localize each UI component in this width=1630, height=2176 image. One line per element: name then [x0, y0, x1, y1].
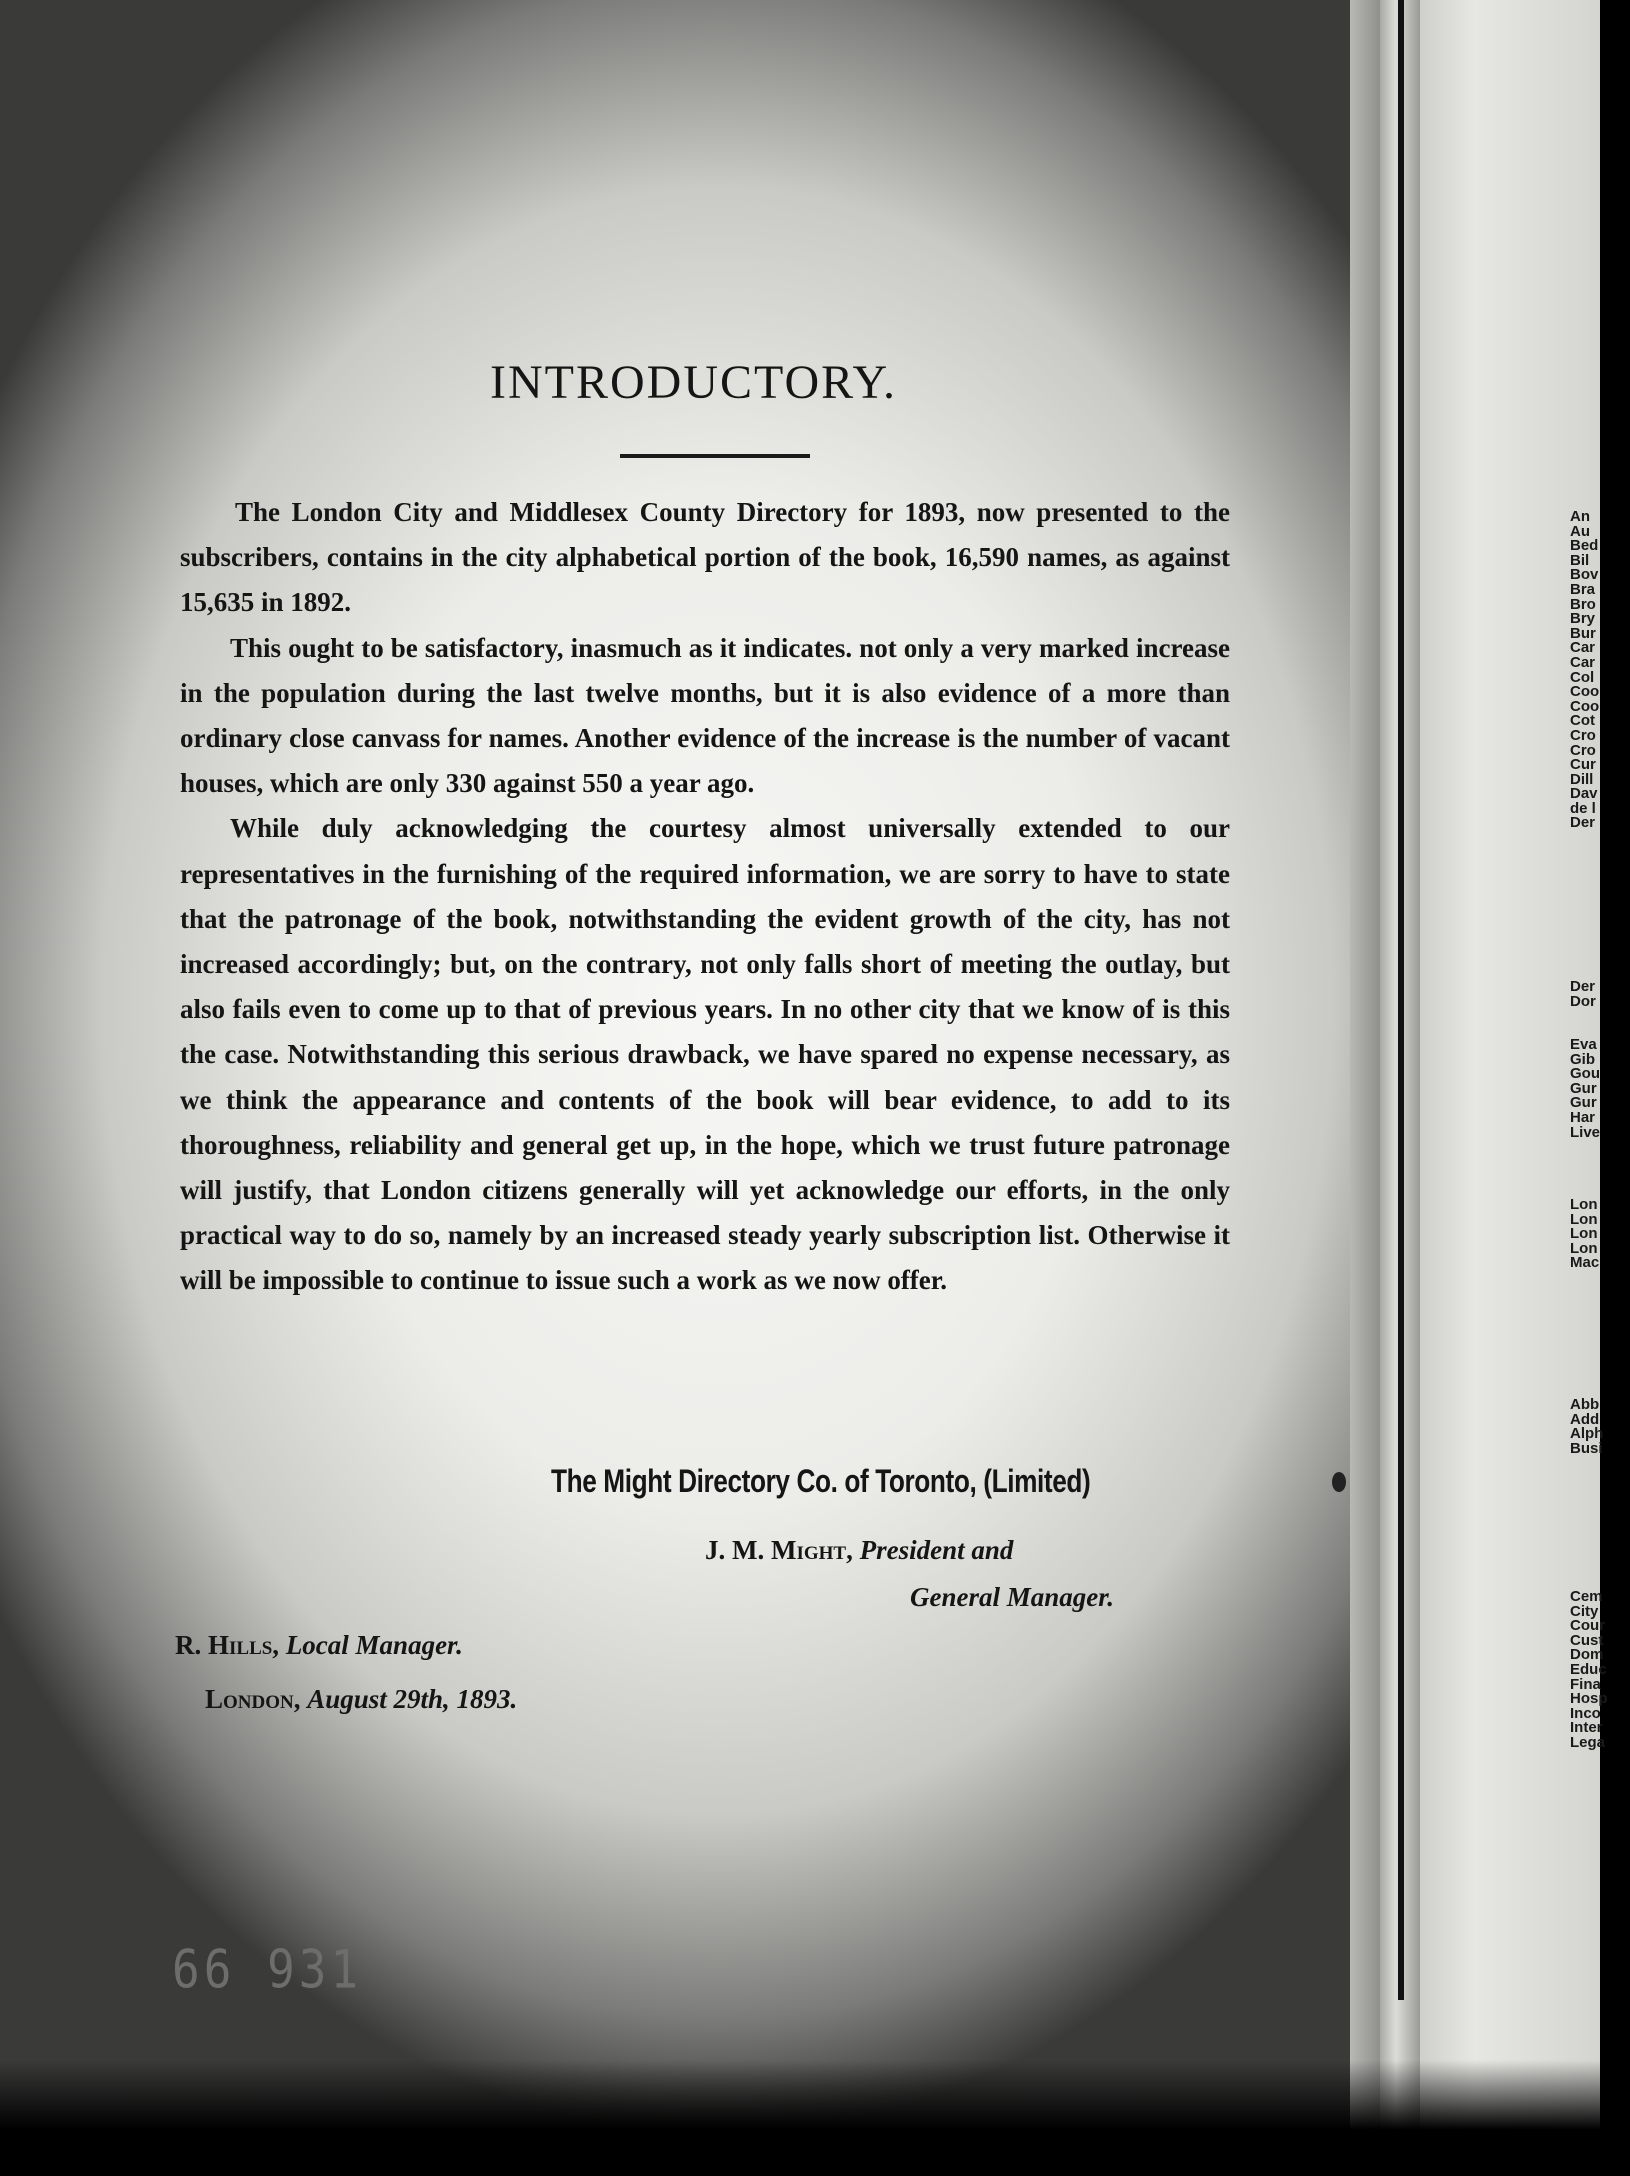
- adjacent-index-group-6: [1570, 1590, 1630, 1751]
- local-manager-name: R. Hills,: [175, 1630, 280, 1660]
- date: August 29th, 1893.: [307, 1684, 518, 1714]
- adjacent-index-entry: Lega: [1570, 1733, 1606, 1751]
- adjacent-index-entry: Eva: [1570, 1036, 1597, 1053]
- adjacent-index-entry: Inter: [1570, 1719, 1603, 1737]
- page-edge: [1350, 0, 1380, 2176]
- adjacent-index-entry: Add: [1570, 1410, 1600, 1428]
- adjacent-index-entry: Lon: [1570, 1196, 1598, 1213]
- paragraph-3: While duly acknowledging the courtesy almost universally extended to our representatives in the furnishing of the required information, we are sorry to have to state that the patronage of the book, notwithstanding the evident growth of the city, has not increased accordingly; but, on the contrary, not only falls short of meeting the outlay, but also fails even to come up to that of previous years. In no other city that we know of is this the case. Notwithstanding this serious drawback, we have spared no expense necessary, as we think the appearance and contents of the book will bear evidence, to add to its thoroughness, reliability and general get up, in the hope, which we trust future patronage will justify, that London citizens generally will yet acknowledge our efforts, in the only practical way to do so, namely by an increased steady yearly subscription list. Otherwise it will be impossible to continue to issue such a work as we now offer.: [180, 813, 1230, 1296]
- adjacent-index-entry: Bra: [1570, 580, 1596, 598]
- adjacent-index-entry: Bil: [1570, 551, 1590, 569]
- spine-binding-line: [1398, 0, 1404, 2000]
- signatory-name: J. M. Might,: [705, 1535, 853, 1565]
- adjacent-index-entry: Der: [1570, 814, 1596, 832]
- adjacent-index-entry: Coo: [1570, 697, 1600, 715]
- adjacent-index-entry: City: [1570, 1602, 1599, 1620]
- adjacent-index-entry: Cro: [1570, 726, 1596, 744]
- adjacent-index-entry: de l: [1570, 799, 1596, 817]
- page-title: INTRODUCTORY.: [490, 356, 897, 409]
- adjacent-index-entry: Coo: [1570, 683, 1600, 701]
- company-signature: The Might Directory Co. of Toronto, (Limited): [551, 1463, 1091, 1499]
- adjacent-index-entry: Abb: [1570, 1396, 1600, 1413]
- adjacent-index-entry: Bed: [1570, 537, 1599, 555]
- signatory-line: [705, 1535, 1013, 1566]
- adjacent-index-group-2: [1570, 980, 1630, 1009]
- adjacent-index-entry: Mac: [1570, 1254, 1600, 1272]
- adjacent-index-entry: Bro: [1570, 595, 1596, 613]
- adjacent-index-entry: Lon: [1570, 1239, 1598, 1257]
- adjacent-index-entry: Gib: [1570, 1050, 1595, 1068]
- adjacent-index-entry: Cur: [1570, 756, 1596, 774]
- adjacent-index-entry: Der: [1570, 978, 1596, 995]
- adjacent-index-entry: Cust: [1570, 1631, 1604, 1649]
- adjacent-index-entry: Live: [1570, 1123, 1601, 1141]
- adjacent-index-entry: Cem: [1570, 1588, 1603, 1605]
- adjacent-index-entry: Cro: [1570, 741, 1596, 759]
- adjacent-index-entry: Bov: [1570, 566, 1599, 584]
- adjacent-index-entry: Gou: [1570, 1065, 1600, 1083]
- adjacent-index-entry: Car: [1570, 639, 1596, 657]
- adjacent-index-group-4: [1570, 1198, 1630, 1271]
- body-text: [180, 490, 1230, 1304]
- adjacent-index-entry: Hosp: [1570, 1690, 1608, 1708]
- adjacent-index-entry: An: [1570, 508, 1590, 525]
- place-date-line: [205, 1684, 517, 1715]
- adjacent-page: [1420, 0, 1608, 2176]
- adjacent-index-entry: Dom: [1570, 1646, 1604, 1664]
- adjacent-index-entry: Col: [1570, 668, 1595, 686]
- local-manager-line: [175, 1630, 463, 1661]
- place: London,: [205, 1684, 301, 1714]
- catalog-stamp-number: 66 931: [172, 1938, 363, 2001]
- local-manager-title: Local Manager.: [285, 1630, 463, 1660]
- adjacent-index-entry: Dill: [1570, 770, 1594, 788]
- adjacent-index-entry: Inco: [1570, 1704, 1601, 1722]
- signatory-role-2: General Manager.: [910, 1582, 1115, 1612]
- adjacent-index-entry: Gur: [1570, 1094, 1597, 1112]
- adjacent-index-entry: Har: [1570, 1108, 1596, 1126]
- adjacent-index-entry: Busi: [1570, 1439, 1603, 1457]
- adjacent-index-entry: Gur: [1570, 1079, 1597, 1097]
- adjacent-index-entry: Educ: [1570, 1660, 1607, 1678]
- adjacent-index-entry: Lon: [1570, 1225, 1598, 1243]
- ink-blot: [1332, 1472, 1346, 1492]
- adjacent-index-entry: Cot: [1570, 712, 1595, 730]
- paragraph-1: The London City and Middlesex County Directory for 1893, now presented to the subscribers, contains in the city alphabetical portion of the book, 16,590 names, as against 15,635 in 1892.: [180, 497, 1230, 618]
- adjacent-index-entry: Fina: [1570, 1675, 1601, 1693]
- adjacent-index-group-5: [1570, 1398, 1630, 1456]
- adjacent-index-entry: Bry: [1570, 610, 1596, 628]
- adjacent-index-entry: Cour: [1570, 1617, 1605, 1635]
- adjacent-index-entry: Bur: [1570, 624, 1596, 642]
- adjacent-index-group-3: [1570, 1038, 1630, 1140]
- bottom-shadow: [0, 2060, 1600, 2176]
- adjacent-index-entry: Car: [1570, 653, 1596, 671]
- adjacent-index-entry: Dor: [1570, 992, 1596, 1010]
- paragraph-2: This ought to be satisfactory, inasmuch as it indicates. not only a very marked increase in the population during the last twelve months, but it is also evidence of a more than ordinary close canvass for names. Another evidence of the increase is the number of vacant houses, which are only 330 against 550 a year ago.: [180, 632, 1230, 799]
- adjacent-index-group-1: [1570, 510, 1630, 831]
- adjacent-index-entry: Alph: [1570, 1425, 1604, 1443]
- title-rule: [620, 454, 810, 458]
- adjacent-index-entry: Dav: [1570, 785, 1598, 803]
- adjacent-index-entry: Au: [1570, 522, 1590, 540]
- adjacent-index-entry: Lon: [1570, 1210, 1598, 1228]
- signatory-role-1: President and: [859, 1535, 1014, 1565]
